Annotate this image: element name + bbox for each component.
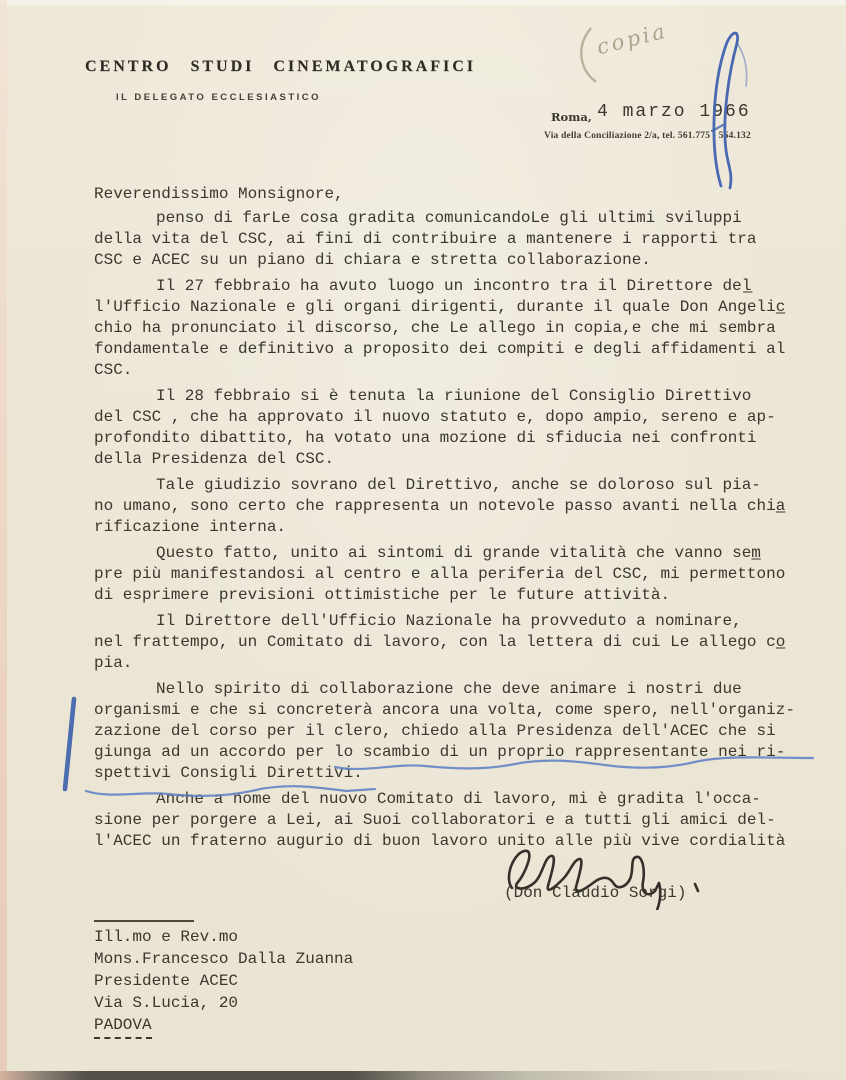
scan-edge-bottom bbox=[0, 1071, 846, 1080]
text-line: no umano, sono certo che rappresenta un notevole passo avanti nella chia̲ bbox=[94, 497, 786, 515]
letterhead-org-role: IL DELEGATO ECCLESIASTICO bbox=[116, 92, 322, 103]
paragraph bbox=[94, 543, 822, 606]
text-line: zazione del corso per il clero, chiedo alla Presidenza dell'ACEC che si bbox=[94, 722, 776, 740]
signer-name: (Don Claudio Sorgi) bbox=[504, 884, 687, 902]
pencil-note-text: copia bbox=[594, 18, 671, 60]
text-line: di esprimere previsioni ottimistiche per le future attività. bbox=[94, 586, 671, 604]
paragraph bbox=[94, 475, 822, 538]
paragraph bbox=[94, 276, 822, 381]
letter-body bbox=[94, 184, 822, 857]
text-line: Questo fatto, unito ai sintomi di grande vitalità che vanno sem̲ bbox=[156, 544, 761, 562]
text-line: Il 27 febbraio ha avuto luogo un incontro tra il Direttore del̲ bbox=[156, 277, 752, 295]
recipient-block bbox=[94, 920, 353, 1039]
text-line: Il Direttore dell'Ufficio Nazionale ha provveduto a nominare, bbox=[156, 612, 742, 630]
text-line: rificazione interna. bbox=[94, 518, 287, 536]
letterhead-address: Via della Conciliazione 2/a, tel. 561.775 - 564.132 bbox=[544, 131, 751, 141]
pencil-copia-annotation bbox=[566, 0, 708, 93]
recipient-line: Ill.mo e Rev.mo bbox=[94, 928, 239, 946]
text-line: fondamentale e definitivo a proposito dei compiti e degli affidamenti al bbox=[94, 340, 786, 358]
text-line: sione per porgere a Lei, ai Suoi collaboratori e a tutti gli amici del- bbox=[94, 811, 776, 829]
text-line: della Presidenza del CSC. bbox=[94, 450, 335, 468]
text-line: giunga ad un accordo per lo scambio di un proprio rappresentante nei ri- bbox=[94, 743, 786, 761]
text-line: nel frattempo, un Comitato di lavoro, con la lettera di cui Le allego co̲ bbox=[94, 633, 786, 651]
recipient-overline bbox=[94, 920, 194, 922]
text-line: pia. bbox=[94, 654, 133, 672]
recipient-lines bbox=[94, 926, 353, 1039]
paragraphs bbox=[94, 208, 822, 852]
text-line: l'ACEC un fraterno augurio di buon lavoro unito alle più vive cordialità bbox=[94, 832, 786, 850]
text-line: CSC e ACEC su un piano di chiara e stretta collaborazione. bbox=[94, 251, 651, 269]
text-line: Tale giudizio sovrano del Direttivo, anche se doloroso sul pia- bbox=[156, 476, 761, 494]
salutation: Reverendissimo Monsignore, bbox=[94, 185, 344, 203]
pen-margin-stroke bbox=[65, 699, 74, 789]
text-line: Il 28 febbraio si è tenuta la riunione del Consiglio Direttivo bbox=[156, 387, 752, 405]
recipient-line: PADOVA bbox=[94, 1014, 353, 1039]
text-line: Anche a nome del nuovo Comitato di lavoro, mi è gradita l'occa- bbox=[156, 790, 761, 808]
text-line: organismi e che si concreterà ancora una volta, come spero, nell'organiz- bbox=[94, 701, 795, 719]
recipient-line: Mons.Francesco Dalla Zuanna bbox=[94, 950, 354, 968]
text-line: profondito dibattito, ha votato una mozione di sfiducia nei confronti bbox=[94, 429, 757, 447]
dateline-date: 4 marzo 1966 bbox=[597, 102, 751, 122]
recipient-line: Via S.Lucia, 20 bbox=[94, 994, 239, 1012]
paragraph bbox=[94, 611, 822, 674]
text-line: del CSC , che ha approvato il nuovo statuto e, dopo ampio, sereno e ap- bbox=[94, 408, 776, 426]
letterhead-org-name: CENTRO STUDI CINEMATOGRAFICI bbox=[85, 58, 476, 75]
scan-edge-top bbox=[0, 0, 846, 5]
text-line: CSC. bbox=[94, 361, 133, 379]
text-line: penso di farLe cosa gradita comunicandoLe gli ultimi sviluppi bbox=[156, 209, 742, 227]
recipient-line: Presidente ACEC bbox=[94, 972, 239, 990]
text-line: della vita del CSC, ai fini di contribuire a mantenere i rapporti tra bbox=[94, 230, 757, 248]
text-line: pre più manifestandosi al centro e alla periferia del CSC, mi permettono bbox=[94, 565, 786, 583]
text-line: chio ha pronunciato il discorso, che Le allego in copia,e che mi sembra bbox=[94, 319, 776, 337]
paragraph bbox=[94, 208, 822, 271]
text-line: spettivi Consigli Direttivi. bbox=[94, 764, 363, 782]
scan-edge-left bbox=[0, 0, 7, 1080]
text-line: Nello spirito di collaborazione che deve animare i nostri due bbox=[156, 680, 742, 698]
paragraph bbox=[94, 679, 822, 784]
text-line: l'Ufficio Nazionale e gli organi dirigenti, durante il quale Don Angelic̲ bbox=[94, 298, 786, 316]
paragraph bbox=[94, 386, 822, 470]
dateline-city: Roma, bbox=[551, 110, 592, 124]
